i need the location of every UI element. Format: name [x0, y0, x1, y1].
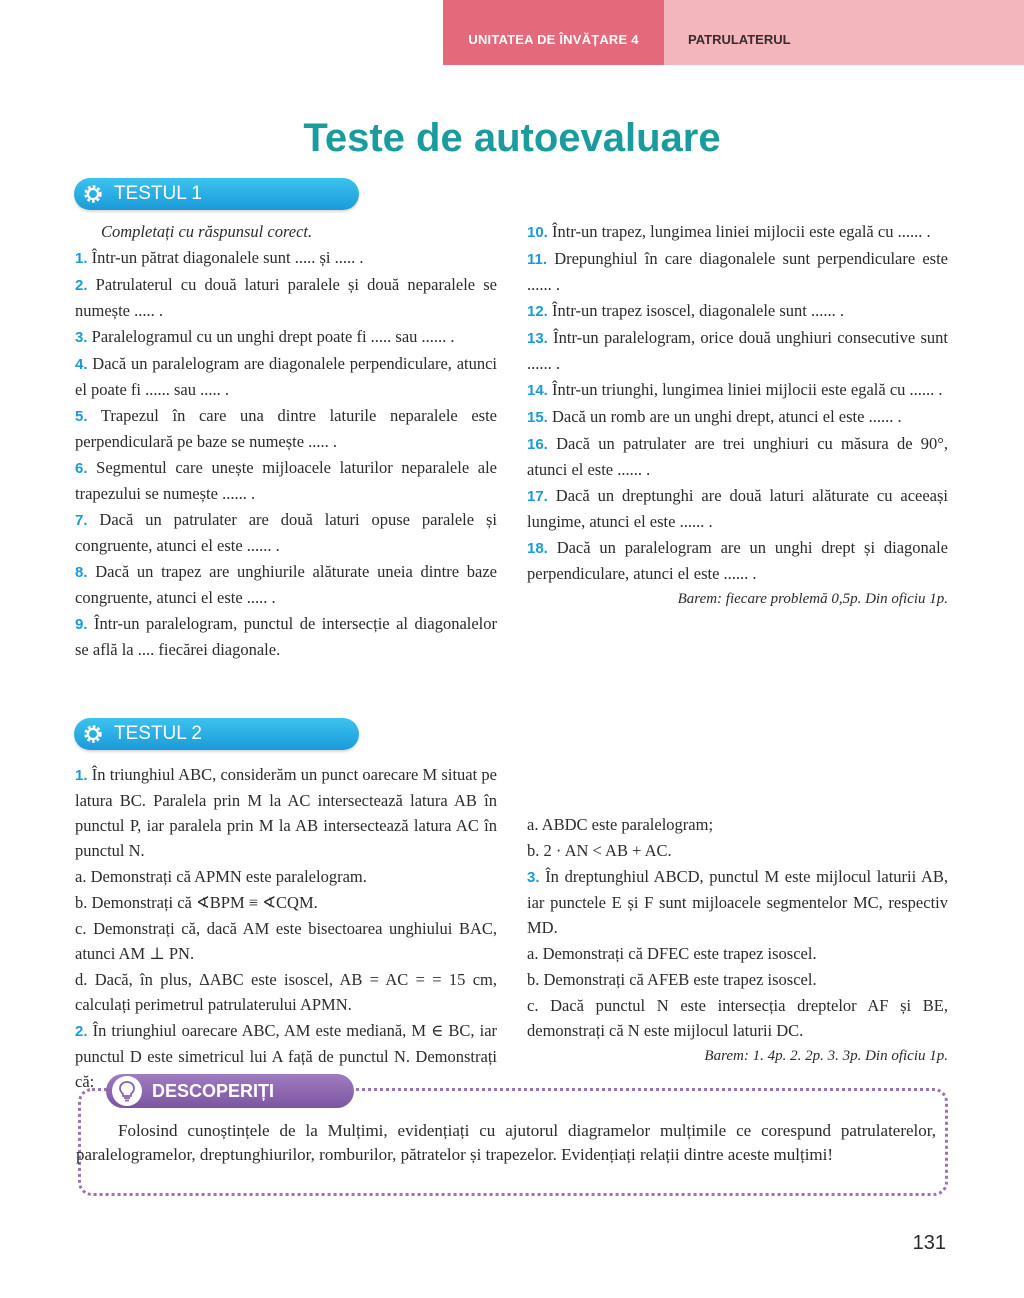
gear-icon: [82, 183, 104, 205]
list-item: 17. Dacă un dreptunghi are două laturi alăturate cu aceeași lungime, atunci el este ...... .: [527, 486, 948, 531]
list-item: 8. Dacă un trapez are unghiurile alăturate uneia dintre baze congruente, atunci el este ..... .: [75, 562, 497, 607]
list-item: 15. Dacă un romb are un unghi drept, atunci el este ...... .: [527, 407, 902, 426]
list-item: 10. Într-un trapez, lungimea liniei mijlocii este egală cu ...... .: [527, 222, 931, 241]
test1-right-column: [527, 219, 948, 613]
problem-1-intro: 1. În triunghiul ABC, considerăm un punct oarecare M situat pe latura BC. Paralela prin M la AC intersectează latura AB în punctul P, iar paralela prin M la AB intersectează latura AC în punctul N.: [75, 765, 498, 860]
test2-heading: [74, 718, 359, 750]
test1-left-column: [75, 219, 497, 663]
test2-label: TESTUL 2: [114, 723, 202, 744]
test1-barem: Barem: fiecare problemă 0,5p. Din oficiu 1p.: [677, 591, 948, 607]
topic-label: PATRULATERUL: [664, 0, 1024, 65]
list-item: 9. Într-un paralelogram, punctul de intersecție al diagonalelor se află la .... fiecărei diagonale.: [75, 614, 497, 659]
gear-icon: [82, 723, 104, 745]
list-item: 2. Patrulaterul cu două laturi paralele și două neparalele se numește ..... .: [75, 275, 497, 320]
test1-instruction: Completați cu răspunsul corect.: [101, 222, 313, 241]
problem-3-a: a. Demonstrați că DFEC este trapez isoscel.: [527, 944, 817, 963]
test2-right-column: [527, 812, 948, 1070]
discover-text: Folosind cunoștințele de la Mulțimi, evidențiați cu ajutorul diagramelor mulțimile ce corespund patrulaterelor, paralelogramelor, dreptunghiurilor, romburilor, pătratelor și trapezelor. Evidențiați relații dintre aceste mulțimi!: [76, 1121, 936, 1164]
problem-3-c: c. Dacă punctul N este intersecția dreptelor AF și BE, demonstrați că N este mijlocul laturii DC.: [527, 996, 948, 1040]
test1-label: TESTUL 1: [114, 183, 202, 204]
list-item: 18. Dacă un paralelogram are un unghi drept și diagonale perpendiculare, atunci el este ...... .: [527, 538, 948, 583]
problem-3-intro: 3. În dreptunghiul ABCD, punctul M este mijlocul laturii AB, iar punctele E și F sunt mijloacele segmentelor MC, respectiv MD.: [527, 867, 948, 937]
list-item: 7. Dacă un patrulater are două laturi opuse paralele și congruente, atunci el este ...... .: [75, 510, 497, 555]
list-item: 12. Într-un trapez isoscel, diagonalele sunt ...... .: [527, 301, 844, 320]
list-item: 13. Într-un paralelogram, orice două unghiuri consecutive sunt ...... .: [527, 328, 949, 373]
list-item: 3. Paralelogramul cu un unghi drept poate fi ..... sau ...... .: [75, 327, 455, 346]
unit-label: UNITATEA DE ÎNVĂȚARE 4: [443, 0, 664, 65]
test2-barem: Barem: 1. 4p. 2. 2p. 3. 3p. Din oficiu 1p.: [704, 1048, 948, 1064]
test1-heading: [74, 178, 359, 210]
lightbulb-icon: [112, 1076, 142, 1106]
problem-2-b: b. 2 · AN < AB + AC.: [527, 841, 672, 860]
problem-2-intro: 2. În triunghiul oarecare ABC, AM este mediană, M ∈ BC, iar punctul D este simetricul lui A față de punctul N. Demonstrați că:: [75, 1021, 498, 1091]
problem-3-b: b. Demonstrați că AFEB este trapez isoscel.: [527, 970, 817, 989]
list-item: 11. Drepunghiul în care diagonalele sunt perpendiculare este ...... .: [527, 249, 949, 294]
problem-1-d: d. Dacă, în plus, ΔABC este isoscel, AB = AC = = 15 cm, calculați perimetrul patrulaterului APMN.: [75, 970, 497, 1014]
list-item: 14. Într-un triunghi, lungimea liniei mijlocii este egală cu ...... .: [527, 380, 943, 399]
list-item: 1. Într-un pătrat diagonalele sunt ..... și ..... .: [75, 248, 364, 267]
list-item: 4. Dacă un paralelogram are diagonalele perpendiculare, atunci el poate fi ...... sau ..... .: [75, 354, 498, 399]
discover-label: DESCOPERIȚI: [152, 1080, 275, 1101]
problem-2-a: a. ABDC este paralelogram;: [527, 815, 714, 834]
page-title: Teste de autoevaluare: [303, 116, 721, 160]
page-number: 131: [912, 1232, 946, 1254]
list-item: 16. Dacă un patrulater are trei unghiuri cu măsura de 90°, atunci el este ...... .: [527, 434, 948, 479]
list-item: 6. Segmentul care unește mijloacele laturilor neparalele ale trapezului se numește ...... .: [75, 458, 498, 503]
test2-left-column: [75, 762, 497, 1095]
problem-1-b: b. Demonstrați că ∢BPM ≡ ∢CQM.: [75, 893, 318, 912]
problem-1-c: c. Demonstrați că, dacă AM este bisectoarea unghiului BAC, atunci AM ⊥ PN.: [75, 919, 497, 963]
discover-heading: [106, 1074, 354, 1108]
list-item: 5. Trapezul în care una dintre laturile neparalele este perpendiculară pe baze se numește ..... .: [75, 406, 497, 451]
problem-1-a: a. Demonstrați că APMN este paralelogram.: [75, 867, 367, 886]
